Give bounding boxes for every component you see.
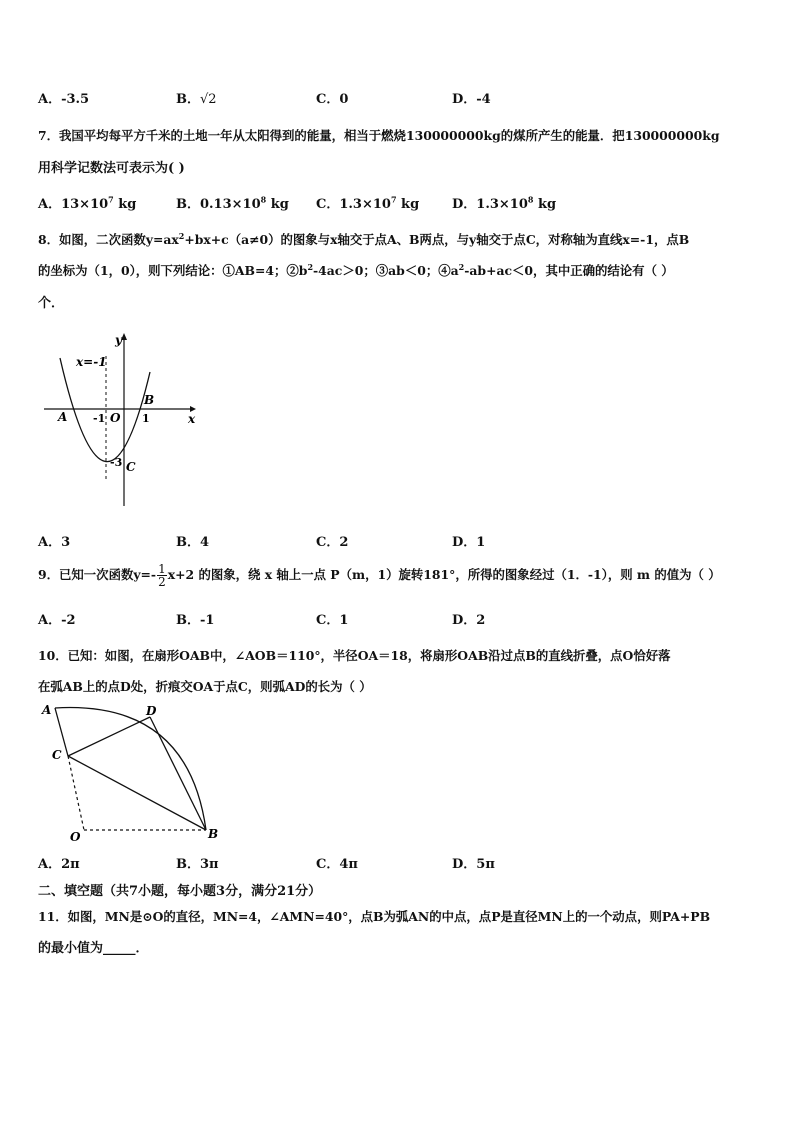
q6-option-b — [176, 88, 217, 107]
q8-parabola-figure — [38, 328, 208, 513]
q8-sq-2: 2 — [307, 261, 314, 272]
section-heading-fill-in: 二、填空题（共7小题，每小题3分，满分21分） — [38, 884, 322, 899]
q9-option-a: A．-2 — [38, 613, 76, 628]
q7-c-exp: 7 — [390, 194, 397, 205]
q10-option-c: C．4π — [316, 857, 358, 872]
label-x: x — [188, 412, 196, 426]
q11-text-line2: 的最小值为_____． — [38, 941, 149, 956]
q9-post: x+2 的图象，绕 x 轴上一点 P（m，1）旋转181°，所得的图象经过（1．-1），则 m 的值为（ ） — [167, 567, 721, 582]
q9-text — [38, 560, 721, 590]
q10-option-a: A．2π — [38, 857, 80, 872]
label-O: O — [70, 830, 81, 844]
q10-text-line2: 在弧AB上的点D处，折痕交OA于点C，则弧AD的长为（ ） — [38, 679, 372, 694]
q7-option-c — [316, 193, 419, 212]
q8-line1-pre: 8．如图，二次函数y=ax — [38, 232, 179, 247]
q8-text-line1 — [38, 230, 689, 248]
q8-text-line3: 个． — [38, 296, 65, 311]
q8-option-b: B．4 — [176, 535, 210, 550]
q9-option-c: C．1 — [316, 613, 349, 628]
q8-option-d: D．1 — [452, 535, 486, 550]
q6-option-d: D．-4 — [452, 92, 491, 107]
q7-b-unit: kg — [266, 197, 289, 212]
q7-d-unit: kg — [533, 197, 557, 212]
q7-c-unit: kg — [396, 197, 420, 212]
q10-sector-figure — [38, 700, 228, 845]
q8-line2-a: 的坐标为（1，0），则下列结论：①AB=4；②b — [38, 263, 308, 278]
segment-CO-dashed — [68, 756, 84, 830]
q9-fraction-num: 1 — [158, 562, 166, 576]
segment-CB — [68, 756, 206, 830]
label-y: y — [115, 333, 122, 347]
q7-text-line2: 用科学记数法可表示为( ) — [38, 161, 185, 176]
q7-option-d — [452, 193, 556, 212]
segment-CD — [68, 717, 150, 756]
q6-option-a: A．-3.5 — [38, 92, 90, 107]
q9-fraction — [157, 563, 167, 588]
q6-option-c: C．0 — [316, 92, 349, 107]
label-D: D — [146, 704, 157, 718]
q8-text-line2 — [38, 261, 674, 279]
label-C: C — [126, 460, 136, 474]
label-O: O — [110, 411, 121, 425]
q7-a-exp: 7 — [108, 194, 114, 205]
label-neg1: -1 — [93, 412, 106, 425]
label-B: B — [144, 393, 155, 407]
q7-d-exp: 8 — [527, 194, 534, 205]
label-A: A — [58, 410, 68, 424]
q6-option-b-prefix: B． — [176, 92, 200, 107]
q9-pre: 9．已知一次函数y=- — [38, 567, 157, 582]
q7-d-base: D．1.3×10 — [452, 197, 528, 212]
q7-option-a — [38, 193, 136, 212]
q8-sq-1: 2 — [178, 230, 185, 241]
q7-b-base: B．0.13×10 — [176, 197, 261, 212]
q8-option-c: C．2 — [316, 535, 349, 550]
q9-option-d: D．2 — [452, 613, 486, 628]
q8-line2-c: -ab+ac＜0，其中正确的结论有（ ） — [464, 263, 674, 278]
q8-line1-mid: +bx+c（a≠0）的图象与x轴交于点A、B两点，与y轴交于点C，对称轴为直线x=-1，点B — [184, 232, 690, 247]
q10-text-line1: 10．已知：如图，在扇形OAB中，∠AOB＝110°，半径OA＝18，将扇形OAB沿过点B的直线折叠，点O恰好落 — [38, 648, 671, 663]
parabola-curve — [60, 358, 150, 462]
q9-fraction-den: 2 — [158, 575, 166, 589]
q11-text-line1: 11．如图，MN是⊙O的直径，MN=4，∠AMN=40°，点B为弧AN的中点，点P是直径MN上的一个动点，则PA+PB — [38, 909, 711, 924]
segment-DB — [150, 717, 206, 830]
q7-a-unit: kg — [113, 197, 137, 212]
label-neg3: -3 — [110, 456, 123, 469]
q10-option-b: B．3π — [176, 857, 219, 872]
q7-a-base: A．13×10 — [38, 197, 109, 212]
label-A: A — [42, 703, 52, 717]
q9-option-b: B．-1 — [176, 613, 215, 628]
q7-option-b — [176, 193, 289, 212]
q7-b-exp: 8 — [260, 194, 267, 205]
q8-sq-3: 2 — [458, 261, 465, 272]
label-B: B — [208, 827, 219, 841]
q8-line2-b: -4ac＞0；③ab＜0；④a — [313, 263, 459, 278]
label-1: 1 — [142, 412, 150, 425]
q6-option-b-value: √2 — [200, 92, 217, 107]
label-C: C — [52, 748, 62, 762]
q10-option-d: D．5π — [452, 857, 495, 872]
q7-text-line1: 7．我国平均每平方千米的土地一年从太阳得到的能量，相当于燃烧130000000kg的煤所产生的能量．把130000000kg — [38, 128, 720, 143]
q8-option-a: A．3 — [38, 535, 71, 550]
label-axis-eq: x=-1 — [76, 355, 107, 369]
q7-c-base: C．1.3×10 — [316, 197, 391, 212]
